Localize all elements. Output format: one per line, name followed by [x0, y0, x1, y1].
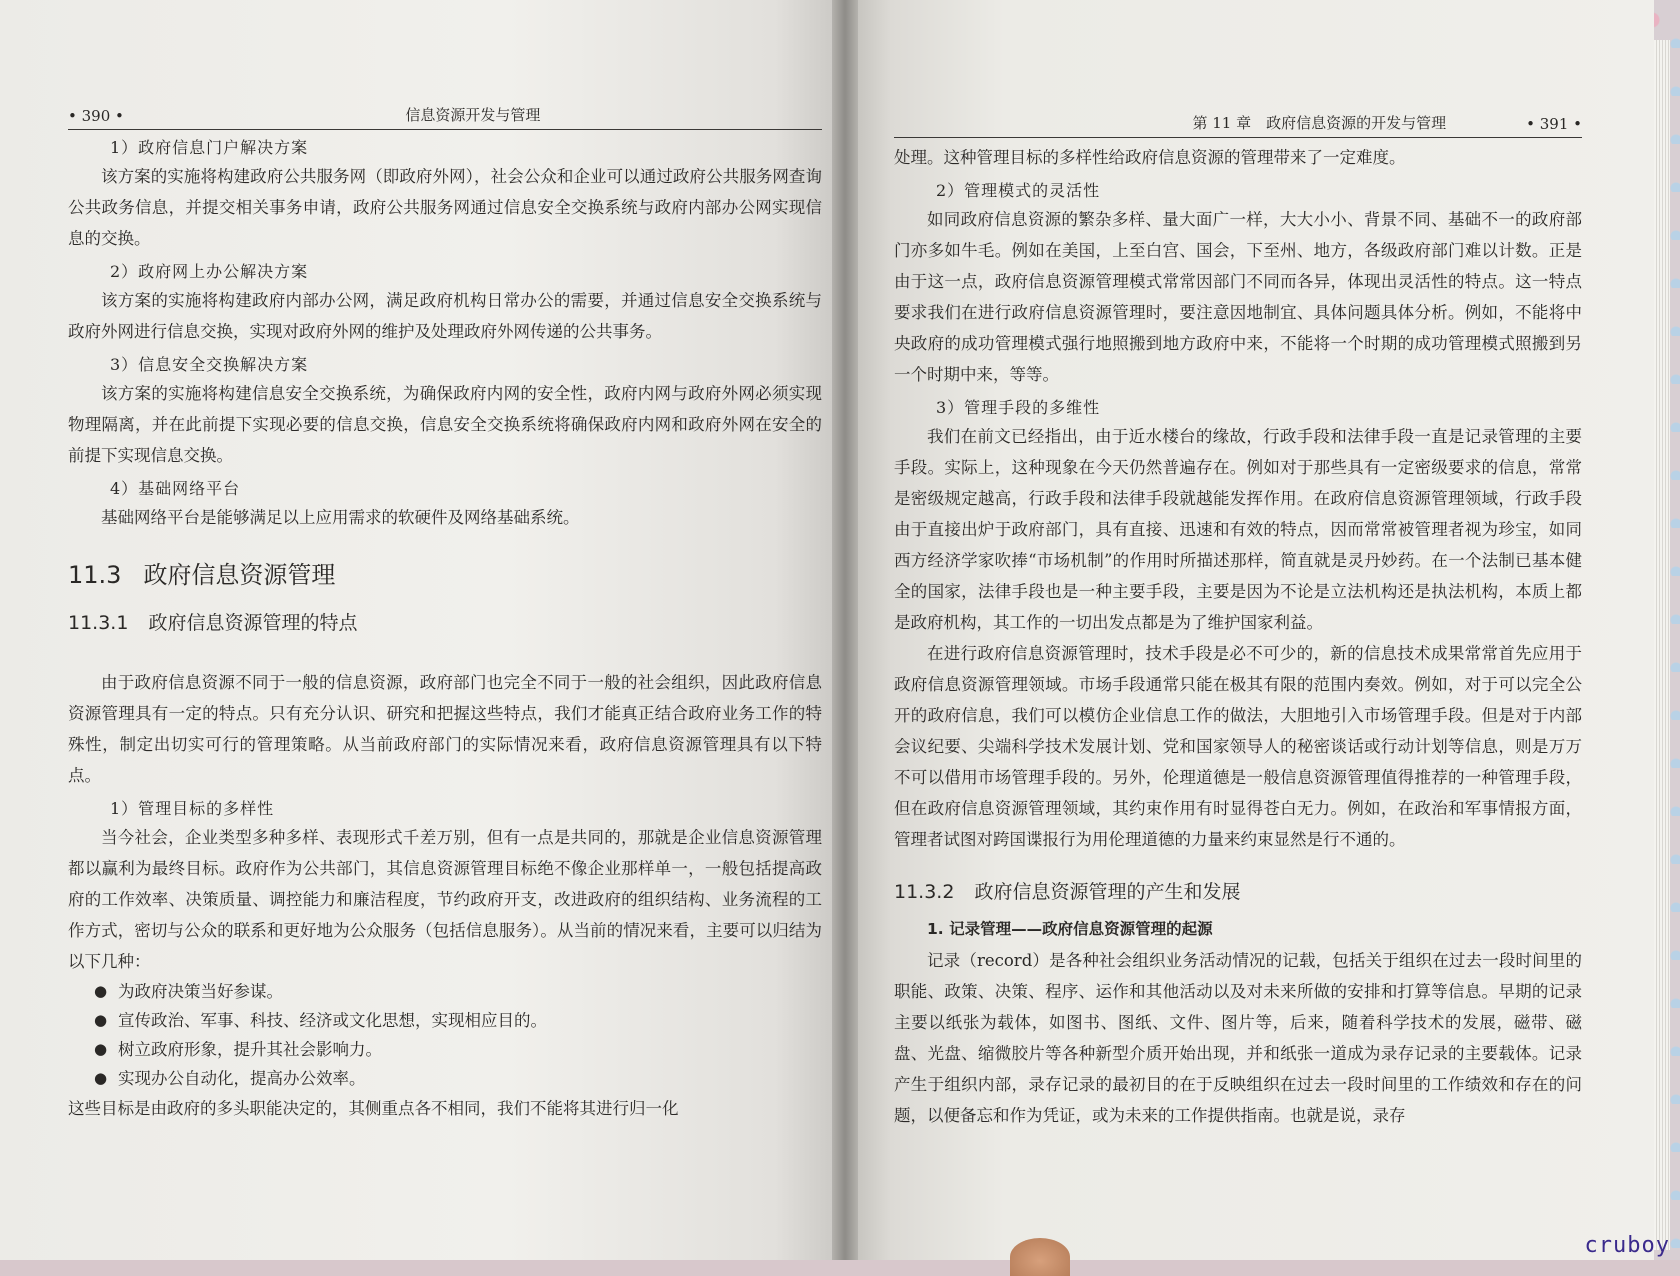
left-page-header — [68, 104, 822, 130]
goal-list — [68, 977, 822, 1093]
feature-1-text: 当今社会，企业类型多种多样、表现形式千差万别，但有一点是共同的，那就是企业信息资源管理都以赢利为最终目标。政府作为公共部门，其信息资源管理目标绝不像企业那样单一，一般包括提高政府的工作效率、决策质量、调控能力和廉洁程度，节约政府开支，改进政府的组织结构、业务流程的工作方式，密切与公众的联系和更好地为公众服务（包括信息服务）。从当前的情况来看，主要可以归结为以下几种： — [68, 828, 822, 971]
carry-over-text: 处理。这种管理目标的多样性给政府信息资源的管理带来了一定难度。 — [894, 148, 1406, 167]
solution-3-heading: 3）信息安全交换解决方案 — [110, 355, 309, 374]
left-page — [0, 0, 842, 1260]
list-item-text: 宣传政治、军事、科技、经济或文化思想，实现相应目的。 — [118, 1011, 547, 1030]
right-running-head: 第 11 章 政府信息资源的开发与管理 — [1192, 114, 1447, 132]
solution-2-heading: 2）政府网上办公解决方案 — [110, 262, 309, 281]
subsection-2-title — [894, 877, 1582, 904]
feature-3-text-1: 我们在前文已经指出，由于近水楼台的缘故，行政手段和法律手段一直是记录管理的主要手段。实际上，这种现象在今天仍然普遍存在。例如对于那些具有一定密级要求的信息，常常是密级规定越高，行政手段和法律手段就越能发挥作用。在政府信息资源管理领域，行政手段由于直接出炉于政府部门，具有直接、迅速和有效的特点，因而常常被管理者视为珍宝，如同西方经济学家吹捧“市场机制”的作用时所描述那样，简直就是灵丹妙药。在一个法制已基本健全的国家，法律手段也是一种主要手段，主要是因为不论是立法机构还是执法机构，本质上都是政府机构，其工作的一切出发点都是为了维护国家利益。 — [894, 427, 1582, 632]
list-item — [94, 1064, 822, 1093]
right-page-number: • 391 • — [1526, 115, 1582, 133]
section-number: 11.3 — [68, 561, 122, 589]
right-page-header — [894, 112, 1582, 138]
closing-line: 这些目标是由政府的多头职能决定的，其侧重点各不相同，我们不能将其进行归一化 — [68, 1099, 679, 1118]
feature-2-heading: 2）管理模式的灵活性 — [936, 181, 1101, 200]
solution-4-text: 基础网络平台是能够满足以上应用需求的软硬件及网络基础系统。 — [101, 508, 580, 527]
left-running-head: 信息资源开发与管理 — [405, 106, 541, 124]
subsection-2-heading: 政府信息资源管理的产生和发展 — [974, 881, 1241, 903]
right-page — [842, 0, 1654, 1260]
subsection-number: 11.3.1 — [68, 612, 129, 634]
subsection-title — [68, 608, 822, 635]
book-gutter — [832, 0, 858, 1260]
intro-paragraph: 由于政府信息资源不同于一般的信息资源，政府部门也完全不同于一般的社会组织，因此政府信息资源管理具有一定的特点。只有充分认识、研究和把握这些特点，我们才能真正结合政府业务工作的特殊性，制定出切实可行的管理策略。从当前政府部门的实际情况来看，政府信息资源管理具有以下特点。 — [68, 673, 822, 785]
feature-3-text-2: 在进行政府信息资源管理时，技术手段是必不可少的，新的信息技术成果常常首先应用于政府信息资源管理领域。市场手段通常只能在极其有限的范围内奏效。例如，对于可以完全公开的政府信息，我们可以模仿企业信息工作的做法，大胆地引入市场管理手段。但是对于内部会议纪要、尖端科学技术发展计划、党和国家领导人的秘密谈话或行动计划等信息，则是万万不可以借用市场管理手段的。另外，伦理道德是一般信息资源管理值得推荐的一种管理手段，但在政府信息资源管理领域，其约束作用有时显得苍白无力。例如，在政治和军事情报方面，管理者试图对跨国谍报行为用伦理道德的力量来约束显然是行不通的。 — [894, 644, 1582, 849]
list-item-text: 树立政府形象，提升其社会影响力。 — [118, 1040, 382, 1059]
list-item-text: 为政府决策当好参谋。 — [118, 982, 283, 1001]
solution-1-heading: 1）政府信息门户解决方案 — [110, 138, 309, 157]
list-item — [94, 977, 822, 1006]
finger — [1010, 1238, 1070, 1276]
origin-text: 记录（record）是各种社会组织业务活动情况的记载，包括关于组织在过去一段时间里的职能、政策、决策、程序、运作和其他活动以及对未来所做的安排和打算等信息。早期的记录主要以纸张为载体，如图书、图纸、文件、图片等，后来，随着科学技术的发展，磁带、磁盘、光盘、缩微胶片等各种新型介质开始出现，并和纸张一道成为录存记录的主要载体。记录产生于组织内部，录存记录的最初目的在于反映组织在过去一段时间里的工作绩效和存在的问题，以便备忘和作为凭证，或为未来的工作提供指南。也就是说，录存 — [894, 951, 1582, 1125]
subsection-2-number: 11.3.2 — [894, 881, 955, 903]
list-item — [94, 1035, 822, 1064]
page-edges — [1654, 40, 1670, 1250]
bullet-icon: ● — [94, 982, 108, 1000]
bullet-icon: ● — [94, 1069, 108, 1087]
solution-3-text: 该方案的实施将构建信息安全交换系统，为确保政府内网的安全性，政府内网与政府外网必须实现物理隔离，并在此前提下实现必要的信息交换，信息安全交换系统将确保政府内网和政府外网在安全的前提下实现信息交换。 — [68, 384, 822, 465]
subsection-heading: 政府信息资源管理的特点 — [148, 612, 358, 634]
feature-1-heading: 1）管理目标的多样性 — [110, 799, 275, 818]
section-heading: 政府信息资源管理 — [143, 561, 336, 589]
origin-heading: 1. 记录管理——政府信息资源管理的起源 — [927, 920, 1213, 938]
solution-1-text: 该方案的实施将构建政府公共服务网（即政府外网），社会公众和企业可以通过政府公共服务网查询公共政务信息，并提交相关事务申请，政府公共服务网通过信息安全交换系统与政府内部办公网实现信息的交换。 — [68, 167, 822, 248]
feature-3-heading: 3）管理手段的多维性 — [936, 398, 1101, 417]
solution-2-text: 该方案的实施将构建政府内部办公网，满足政府机构日常办公的需要，并通过信息安全交换系统与政府外网进行信息交换，实现对政府外网的维护及处理政府外网传递的公共事务。 — [68, 291, 822, 341]
list-item — [94, 1006, 822, 1035]
bullet-icon: ● — [94, 1011, 108, 1029]
left-page-number: • 390 • — [68, 107, 124, 125]
bullet-icon: ● — [94, 1040, 108, 1058]
solution-4-heading: 4）基础网络平台 — [110, 479, 241, 498]
section-title — [68, 555, 822, 590]
list-item-text: 实现办公自动化，提高办公效率。 — [118, 1069, 366, 1088]
watermark: cruboy — [1584, 1233, 1670, 1258]
feature-2-text: 如同政府信息资源的繁杂多样、量大面广一样，大大小小、背景不同、基础不一的政府部门亦多如牛毛。例如在美国，上至白宫、国会，下至州、地方，各级政府部门难以计数。正是由于这一点，政府信息资源管理模式常常因部门不同而各异，体现出灵活性的特点。这一特点要求我们在进行政府信息资源管理时，要注意因地制宜、具体问题具体分析。例如，不能将中央政府的成功管理模式强行地照搬到地方政府中来，不能将一个时期的成功管理模式照搬到另一个时期中来，等等。 — [894, 210, 1582, 384]
